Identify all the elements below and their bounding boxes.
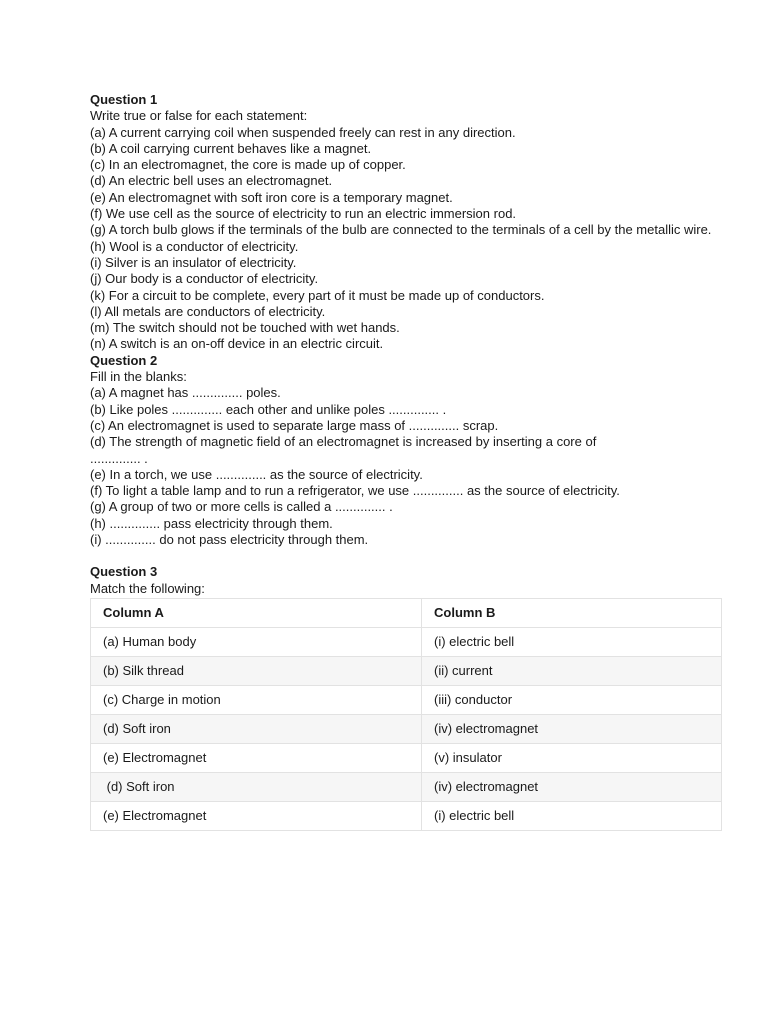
table-row xyxy=(91,772,722,801)
table-cell-a: (b) Silk thread xyxy=(91,656,422,685)
question-3-heading: Question 3 xyxy=(90,564,158,580)
question-3-instruction: Match the following: xyxy=(90,580,205,596)
table-cell-b: (iv) electromagnet xyxy=(422,714,722,743)
table-cell-a: (d) Soft iron xyxy=(91,714,422,743)
table-cell-a: (c) Charge in motion xyxy=(91,685,422,714)
column-a-header: Column A xyxy=(91,598,422,627)
table-row xyxy=(91,743,722,772)
q1-item-e: (e) An electromagnet with soft iron core is a temporary magnet. xyxy=(90,189,453,205)
q1-item-f: (f) We use cell as the source of electricity to run an electric immersion rod. xyxy=(90,206,517,222)
table-cell-a: (e) Electromagnet xyxy=(91,743,422,772)
question-1-instruction: Write true or false for each statement: xyxy=(90,108,308,124)
table-cell-b: (i) electric bell xyxy=(422,627,722,656)
q2-item-a: (a) A magnet has .............. poles. xyxy=(90,385,281,401)
q1-item-a: (a) A current carrying coil when suspended freely can rest in any direction. xyxy=(90,124,516,140)
q1-item-j: (j) Our body is a conductor of electricity. xyxy=(90,271,319,287)
table-cell-b: (i) electric bell xyxy=(422,801,722,830)
table-cell-a: (e) Electromagnet xyxy=(91,801,422,830)
table-cell-b: (iii) conductor xyxy=(422,685,722,714)
table-cell-b: (ii) current xyxy=(422,656,722,685)
q2-item-e: (e) In a torch, we use .............. as the source of electricity. xyxy=(90,466,423,482)
table-cell-a: (a) Human body xyxy=(91,627,422,656)
table-row xyxy=(91,801,722,830)
question-1-heading: Question 1 xyxy=(90,92,158,107)
q2-item-c: (c) An electromagnet is used to separate large mass of .............. scrap. xyxy=(90,417,499,433)
q1-item-n: (n) A switch is an on-off device in an electric circuit. xyxy=(90,336,384,352)
q1-item-g: (g) A torch bulb glows if the terminals of the bulb are connected to the terminals of a cell by the metallic wire. xyxy=(90,222,712,238)
column-b-header: Column B xyxy=(422,598,722,627)
q1-item-b: (b) A coil carrying current behaves like a magnet. xyxy=(90,140,372,156)
question-2-heading: Question 2 xyxy=(90,352,158,368)
document-page xyxy=(90,92,730,831)
q1-item-c: (c) In an electromagnet, the core is made up of copper. xyxy=(90,157,406,173)
table-cell-b: (v) insulator xyxy=(422,743,722,772)
section-spacer xyxy=(90,548,730,564)
q1-item-d: (d) An electric bell uses an electromagnet. xyxy=(90,173,333,189)
q2-item-h: (h) .............. pass electricity through them. xyxy=(90,515,333,531)
q1-item-h: (h) Wool is a conductor of electricity. xyxy=(90,238,299,254)
table-header-row xyxy=(91,598,722,627)
table-cell-a: (d) Soft iron xyxy=(91,772,422,801)
question-2-instruction: Fill in the blanks: xyxy=(90,369,187,385)
q1-item-k: (k) For a circuit to be complete, every part of it must be made up of conductors. xyxy=(90,287,545,303)
q2-item-i: (i) .............. do not pass electricity through them. xyxy=(90,532,369,548)
table-cell-b: (iv) electromagnet xyxy=(422,772,722,801)
q2-item-f: (f) To light a table lamp and to run a refrigerator, we use .............. as the source of electricity. xyxy=(90,483,620,499)
match-table xyxy=(90,598,722,831)
table-row xyxy=(91,627,722,656)
q1-item-i: (i) Silver is an insulator of electricity. xyxy=(90,254,297,270)
table-row xyxy=(91,714,722,743)
table-row xyxy=(91,656,722,685)
q1-item-l: (l) All metals are conductors of electricity. xyxy=(90,303,326,319)
table-row xyxy=(91,685,722,714)
q2-item-d: (d) The strength of magnetic field of an electromagnet is increased by inserting a core of .............. . xyxy=(90,434,597,466)
q2-item-g: (g) A group of two or more cells is called a .............. . xyxy=(90,499,393,515)
q1-item-m: (m) The switch should not be touched with wet hands. xyxy=(90,320,400,336)
question-1-list xyxy=(90,125,730,353)
q2-item-b: (b) Like poles .............. each other and unlike poles .............. . xyxy=(90,401,447,417)
question-2-list xyxy=(90,385,730,548)
